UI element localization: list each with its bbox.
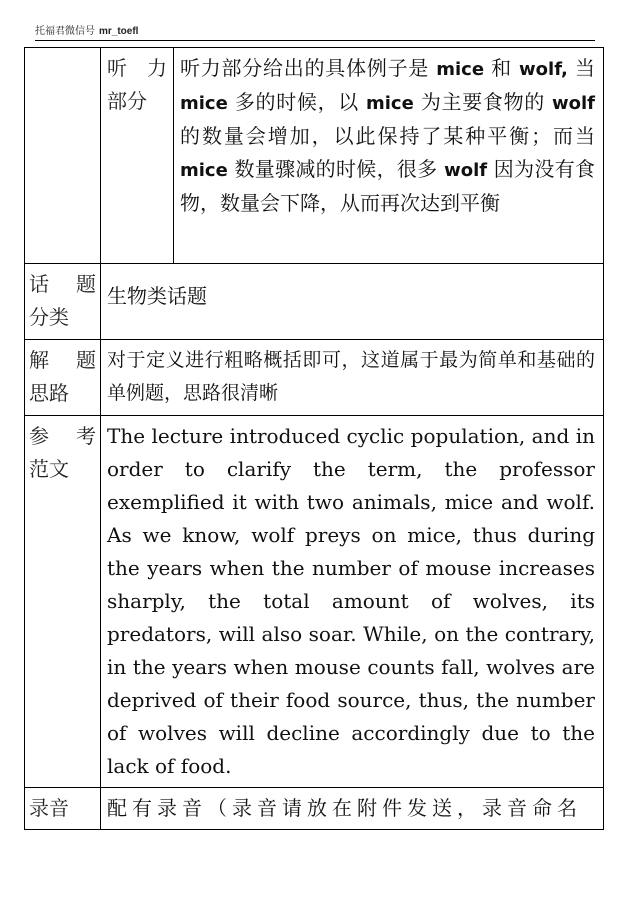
text-run: wolf,: [519, 59, 568, 80]
recording-content: [101, 788, 604, 830]
recording-text: 配有录音（录音请放在附件发送，录音命名: [107, 796, 582, 820]
table-row-recording: [25, 788, 604, 830]
topic-content: [101, 264, 604, 340]
header-wechat-id: mr_toefl: [99, 26, 139, 37]
row-label-line: 录音: [29, 796, 69, 820]
row-label-topic: [25, 264, 101, 340]
empty-label-cell: [25, 48, 101, 264]
table-row-approach: [25, 340, 604, 416]
sample-essay-text: The lecture introduced cyclic population, and in order to clarify the term, the professor exemplified it with two animals, mice and wolf. As we know, wolf preys on mice, thus during the years when the number of mouse increases sharply, the total amount of wolves, its predators, will also soar. While, on the contrary, in the years when mouse counts fall, wolves are deprived of their food source, thus, the number of wolves will decline accordingly due to the lack of food.: [107, 424, 595, 778]
row-label-approach: [25, 340, 101, 416]
row-label-line: 话 题: [29, 272, 96, 296]
text-run: 数量骤减的时候，很多: [227, 157, 445, 181]
table-row-listening: [25, 48, 604, 264]
text-run: 当: [567, 56, 596, 80]
text-run: mice: [366, 93, 414, 114]
header-rule: [35, 40, 595, 41]
approach-text: 对于定义进行粗略概括即可，这道属于最为简单和基础的单例题，思路很清晰: [107, 349, 595, 404]
row-label-line: 听 力: [107, 56, 167, 80]
row-label-listening: [101, 48, 174, 264]
text-run: 的数量会增加，以此保持了某种平衡；而当: [180, 124, 595, 148]
text-run: mice: [180, 93, 228, 114]
header-wechat-label: 托福君微信号: [35, 26, 95, 37]
text-run: 为主要食物的: [413, 90, 552, 114]
text-run: wolf: [444, 160, 488, 181]
approach-content: [101, 340, 604, 416]
table-row-topic: [25, 264, 604, 340]
content-table: [24, 47, 604, 830]
text-run: wolf: [552, 93, 595, 114]
row-label-line: 参 考: [29, 424, 96, 448]
sample-essay: [101, 416, 604, 788]
row-label-sample: [25, 416, 101, 788]
topic-text: 生物类话题: [107, 284, 207, 308]
row-label-line: 范文: [29, 457, 69, 481]
text-run: mice: [436, 59, 485, 80]
text-run: mice: [180, 160, 228, 181]
row-label-line: 部分: [107, 89, 147, 113]
text-run: 听力部分给出的具体例子是: [180, 56, 437, 80]
text-run: 多的时候，以: [227, 90, 366, 114]
text-run: 和: [484, 56, 520, 80]
row-label-recording: [25, 788, 101, 830]
row-label-line: 思路: [29, 381, 69, 405]
row-label-line: 解 题: [29, 348, 96, 372]
page-header: [35, 26, 595, 39]
listening-content: [174, 48, 604, 264]
text-run: 因为没有食物，数量会下降，从而再次达到平衡: [180, 157, 596, 215]
table-row-sample: [25, 416, 604, 788]
row-label-line: 分类: [29, 305, 69, 329]
